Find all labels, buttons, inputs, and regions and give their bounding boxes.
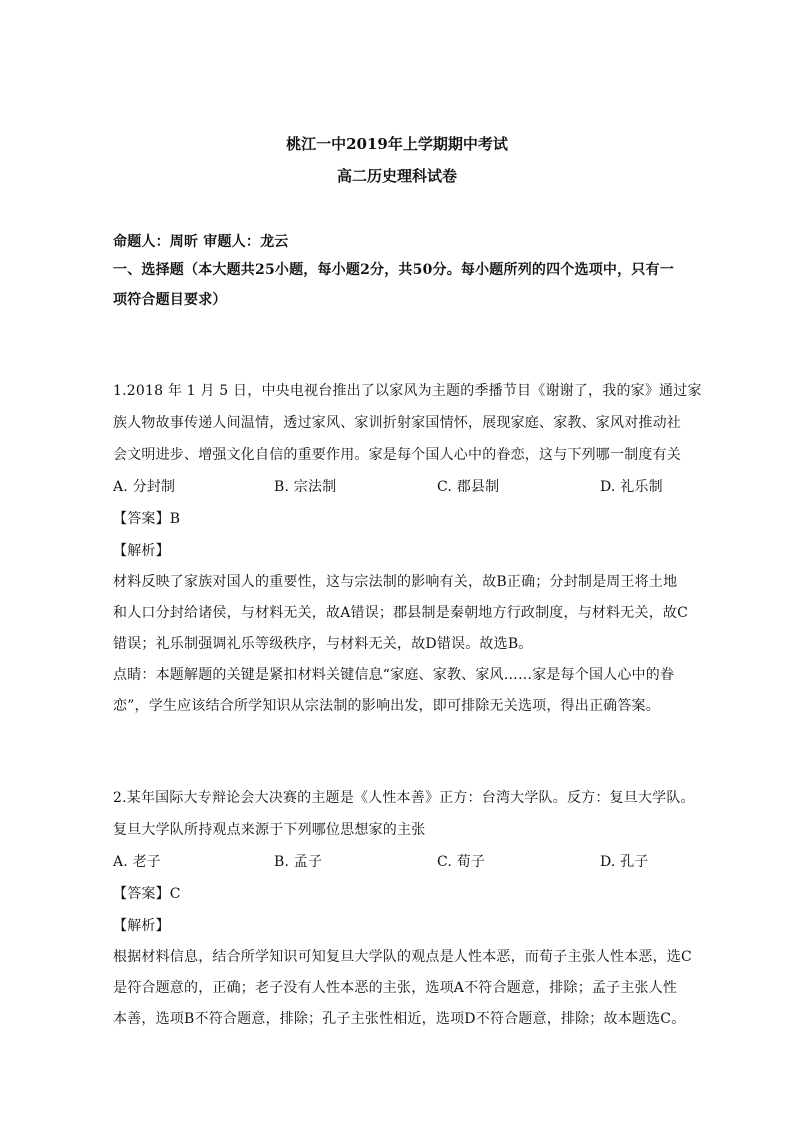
stem-line: 族人物故事传递人间温情，透过家风、家训折射家国情怀，展现家庭、家教、家风对推动社 xyxy=(113,415,681,431)
analysis-label: 【解析】 xyxy=(113,918,170,934)
option-b: B. 孟子 xyxy=(274,854,323,870)
analysis-text xyxy=(113,567,689,660)
analysis-line: 是符合题意的，正确；老子没有人性本恶的主张，选项A不符合题意，排除；孟子主张人性 xyxy=(113,980,678,996)
answer-line: 【答案】C xyxy=(113,886,181,902)
analysis-line: 错误；礼乐制强调礼乐等级秩序，与材料无关，故D错误。故选B。 xyxy=(113,636,533,652)
tip-text xyxy=(113,660,683,722)
paper-title: 高二历史理科试卷 xyxy=(336,167,457,185)
option-a: A. 老子 xyxy=(113,854,162,870)
analysis-text xyxy=(113,942,692,1035)
option-d: D. 礼乐制 xyxy=(600,479,663,495)
section-heading-line: 项符合题目要求） xyxy=(113,292,227,308)
question-2 xyxy=(113,782,695,1035)
stem-line: 2.某年国际大专辩论会大决赛的主题是《人性本善》正方：台湾大学队。反方：复旦大学队。 xyxy=(113,790,695,806)
option-c: C. 郡县制 xyxy=(437,479,500,495)
option-row xyxy=(113,471,683,503)
tip-line: 点睛：本题解题的关键是紧扣材料关键信息“家庭、家教、家风……家是每个国人心中的眷 xyxy=(113,667,675,683)
question-stem xyxy=(113,375,702,471)
answer-line: 【答案】B xyxy=(113,511,181,527)
tip-line: 恋”，学生应该结合所学知识从宗法制的影响出发，即可排除无关选项，得出正确答案。 xyxy=(113,698,660,714)
exam-title: 桃江一中2019年上学期期中考试 xyxy=(286,135,508,153)
analysis-label: 【解析】 xyxy=(113,543,170,559)
analysis-line: 和人口分封给诸侯，与材料无关，故A错误；郡县制是秦朝地方行政制度，与材料无关，故C xyxy=(113,605,689,621)
option-b: B. 宗法制 xyxy=(274,479,337,495)
stem-line: 会文明进步、增强文化自信的重要作用。家是每个国人心中的眷恋，这与下列哪一制度有关 xyxy=(113,447,681,463)
option-a: A. 分封制 xyxy=(113,479,176,495)
analysis-line: 本善，选项B不符合题意，排除；孔子主张性相近，选项D不符合题意，排除；故本题选C。 xyxy=(113,1011,686,1027)
question-stem xyxy=(113,782,695,846)
question-1 xyxy=(113,375,702,722)
analysis-line: 材料反映了家族对国人的重要性，这与宗法制的影响有关，故B正确；分封制是周王将土地 xyxy=(113,574,678,590)
section-heading xyxy=(113,255,683,315)
authors-line: 命题人：周昕 审题人：龙云 xyxy=(113,234,289,250)
section-heading-line: 一、选择题（本大题共25小题，每小题2分，共50分。每小题所列的四个选项中，只有一 xyxy=(113,262,674,278)
stem-line: 1.2018 年 1 月 5 日，中央电视台推出了以家风为主题的季播节目《谢谢了，我的家》通过家 xyxy=(113,383,702,399)
analysis-line: 根据材料信息，结合所学知识可知复旦大学队的观点是人性本恶，而荀子主张人性本恶，选C xyxy=(113,949,692,965)
stem-line: 复旦大学队所持观点来源于下列哪位思想家的主张 xyxy=(113,822,426,838)
option-row xyxy=(113,846,683,878)
option-d: D. 孔子 xyxy=(600,854,649,870)
option-c: C. 荀子 xyxy=(437,854,486,870)
